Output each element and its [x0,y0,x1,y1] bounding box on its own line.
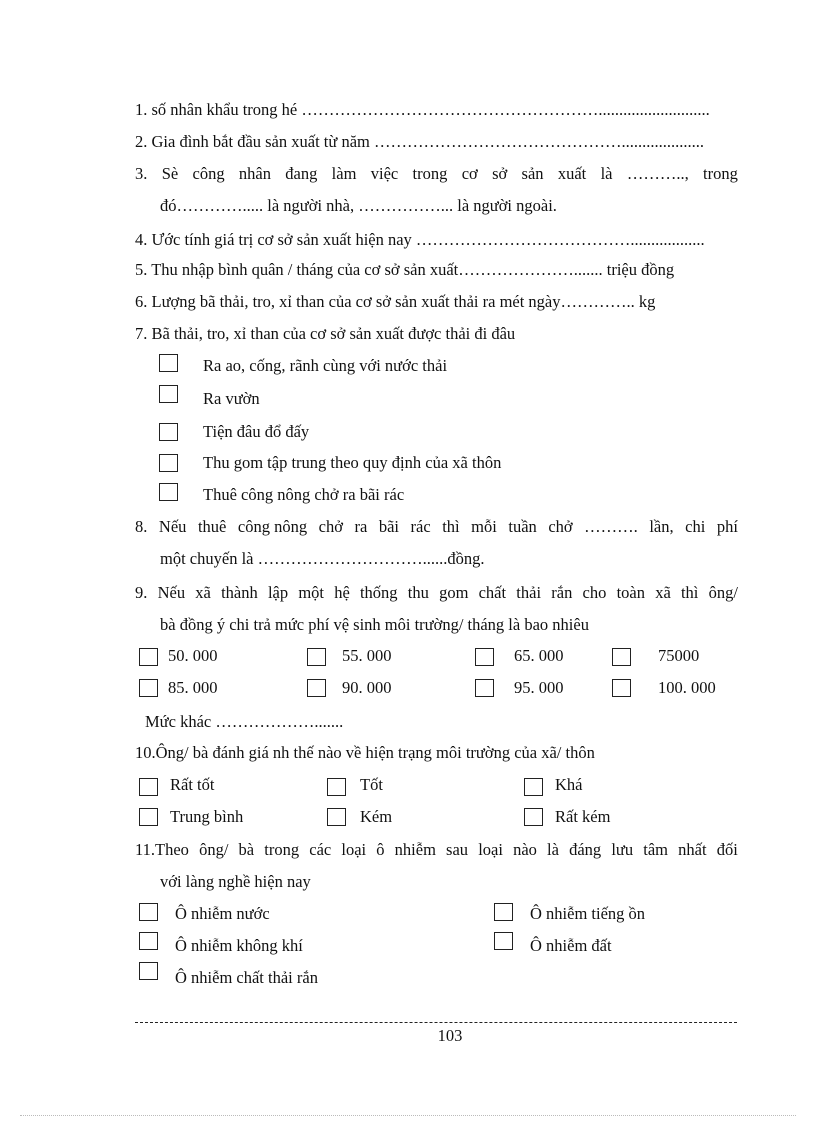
checkbox-q9-95000[interactable] [475,679,494,697]
q8-word: thì [442,517,460,536]
q9-option-85000: 85. 000 [168,678,218,697]
q11-option-chat-thai-ran: Ô nhiễm chất thải rắn [175,968,318,987]
q3-word: xuất [557,164,587,183]
q3-word: trong [703,164,738,183]
q3-word: trong [412,164,448,183]
q3-word: công [192,164,225,183]
q11-word: bà [238,840,255,859]
checkbox-q10-kem[interactable] [327,808,346,826]
checkbox-q9-65000[interactable] [475,648,494,666]
checkbox-q9-90000[interactable] [307,679,326,697]
checkbox-q7-option-3[interactable] [159,423,178,441]
checkbox-q11-dat[interactable] [494,932,513,950]
q9-word: chất [478,583,507,602]
question-5: 5. Thu nhập bình quân / tháng của cơ sở sản xuất…………………....... triệu đồng [135,260,675,279]
q11-word: nhất [678,840,707,859]
q10-option-rat-kem: Rất kém [555,807,611,826]
q11-word: ô [376,840,385,859]
question-9-line-1 [135,582,738,604]
checkbox-q9-75000[interactable] [612,648,631,666]
q9-word: xã [655,583,671,602]
checkbox-q11-tieng-on[interactable] [494,903,513,921]
q9-word: thì [680,583,699,602]
q9-word: hệ [334,583,350,602]
checkbox-q10-rat-tot[interactable] [139,778,158,796]
q7-option-4-label: Thu gom tập trung theo quy định của xã thôn [203,453,502,472]
q9-option-90000: 90. 000 [342,678,392,697]
checkbox-q9-85000[interactable] [139,679,158,697]
q10-option-tot: Tốt [360,775,383,794]
q11-word: các [309,840,332,859]
q10-option-kha: Khá [555,775,583,794]
question-7: 7. Bã thải, tro, xỉ than của cơ sở sản xuất được thải đi đâu [135,324,516,343]
q9-option-100000: 100. 000 [658,678,716,697]
checkbox-q7-option-4[interactable] [159,454,178,472]
q10-option-kem: Kém [360,807,393,826]
q3-word: sở [492,164,508,183]
q8-word: Nếu [158,517,187,536]
q8-word: công nông [237,517,308,536]
q11-word: ông/ [199,840,229,859]
q11-word: là [547,840,559,859]
q9-word: cho [582,583,607,602]
q11-option-nuoc: Ô nhiễm nước [175,904,270,923]
page-number: 103 [437,1026,463,1045]
q9-word: thu [407,583,429,602]
q11-option-tieng-on: Ô nhiễm tiếng ồn [530,904,646,923]
q11-word: sau [446,840,469,859]
q9-word: thải [516,583,542,602]
question-8-line-2: một chuyến là …………………………......đồng. [160,549,485,568]
question-9-line-2: bà đồng ý chi trả mức phí vệ sinh môi trường/ tháng là bao nhiêu [160,615,589,634]
q8-word: phí [716,517,738,536]
question-11-line-2: với làng nghề hiện nay [160,872,311,891]
q8-word: 8. [135,517,148,536]
q11-word: nhiễm [394,840,436,859]
q11-word: lưu [611,840,634,859]
q8-word: ra [354,517,368,536]
q3-word: ……….., [626,164,689,183]
question-3-line-2: đó…………..... là người nhà, ……………... là người ngoài. [160,196,557,215]
q8-word: tuần [508,517,537,536]
q7-option-3-label: Tiện đâu đổ đấy [203,422,310,441]
q3-word: việc [370,164,399,183]
checkbox-q10-tot[interactable] [327,778,346,796]
q9-other-amount: Mức khác ………………....... [145,712,344,731]
q3-word: Sè [161,164,179,183]
question-8-line-1 [135,516,738,538]
q7-option-1-label: Ra ao, cống, rãnh cùng với nước thải [203,356,448,375]
checkbox-q9-50000[interactable] [139,648,158,666]
question-6: 6. Lượng bã thải, tro, xỉ than của cơ sở sản xuất thải ra mét ngày………….. kg [135,292,656,311]
question-10: 10.Ông/ bà đánh giá nh thế nào về hiện trạng môi trường của xã/ thôn [135,743,595,762]
q3-word: đang [285,164,318,183]
q3-word: sản [521,164,544,183]
q9-word: ông/ [708,583,738,602]
q11-option-khong-khi: Ô nhiễm không khí [175,936,303,955]
q3-word: 3. [135,164,148,183]
q9-word: 9. [135,583,148,602]
checkbox-q11-chat-thai-ran[interactable] [139,962,158,980]
checkbox-q10-rat-kem[interactable] [524,808,543,826]
q8-word: mỗi [471,517,497,536]
q9-word: thành [221,583,258,602]
q11-word: tâm [643,840,668,859]
q8-word: bãi [378,517,399,536]
q8-word: thuê [197,517,227,536]
q8-word: lần, [649,517,674,536]
q9-word: xã [195,583,211,602]
q10-option-rat-tot: Rất tốt [170,775,215,794]
checkbox-q10-trung-binh[interactable] [139,808,158,826]
question-1: 1. số nhân khẩu trong hé ………………………………………………........................... [135,100,710,119]
question-4: 4. Ước tính giá trị cơ sở sản xuất hiện nay ………………………………….................. [135,230,705,249]
q9-option-55000: 55. 000 [342,646,392,665]
q7-option-5-label: Thuê công nông chở ra bãi rác [203,485,405,504]
checkbox-q9-55000[interactable] [307,648,326,666]
checkbox-q9-100000[interactable] [612,679,631,697]
q11-word: đáng [569,840,602,859]
q11-word: trong [264,840,300,859]
q9-option-65000: 65. 000 [514,646,564,665]
q7-option-2-label: Ra vườn [203,389,260,408]
q8-word: rác [410,517,431,536]
q11-word: đối [716,840,738,859]
q8-word: chi [685,517,706,536]
q9-option-95000: 95. 000 [514,678,564,697]
question-3-line-1 [135,163,738,185]
q9-word: toàn [616,583,645,602]
q9-word: rắn [551,583,573,602]
q9-word: một [298,583,324,602]
q11-option-dat: Ô nhiễm đất [530,936,612,955]
q3-word: cơ [461,164,478,183]
q9-word: thống [359,583,398,602]
checkbox-q11-nuoc[interactable] [139,903,158,921]
checkbox-q7-option-1[interactable] [159,354,178,372]
q3-word: là [600,164,613,183]
q9-word: lập [267,583,289,602]
q8-word: chở [548,517,573,536]
page-bottom-edge [20,1115,796,1116]
q9-word: gom [439,583,469,602]
q9-word: Nếu [157,583,186,602]
q11-word: loại [341,840,367,859]
q8-word: chở [318,517,343,536]
q11-word: 11.Theo [135,840,189,859]
q3-word: nhân [238,164,271,183]
q11-word: nào [513,840,537,859]
q10-option-trung-binh: Trung bình [170,807,244,826]
q8-word: ………. [584,517,638,536]
q9-option-50000: 50. 000 [168,646,218,665]
question-2: 2. Gia đình bắt đầu sản xuất từ năm ……………………………………….................... [135,132,704,151]
checkbox-q7-option-2[interactable] [159,385,178,403]
checkbox-q10-kha[interactable] [524,778,543,796]
question-11-line-1 [135,839,738,861]
footer-divider [135,1022,737,1023]
q3-word: làm [331,164,357,183]
checkbox-q7-option-5[interactable] [159,483,178,501]
checkbox-q11-khong-khi[interactable] [139,932,158,950]
q9-option-75000: 75000 [658,646,700,665]
q11-word: loại [478,840,503,859]
